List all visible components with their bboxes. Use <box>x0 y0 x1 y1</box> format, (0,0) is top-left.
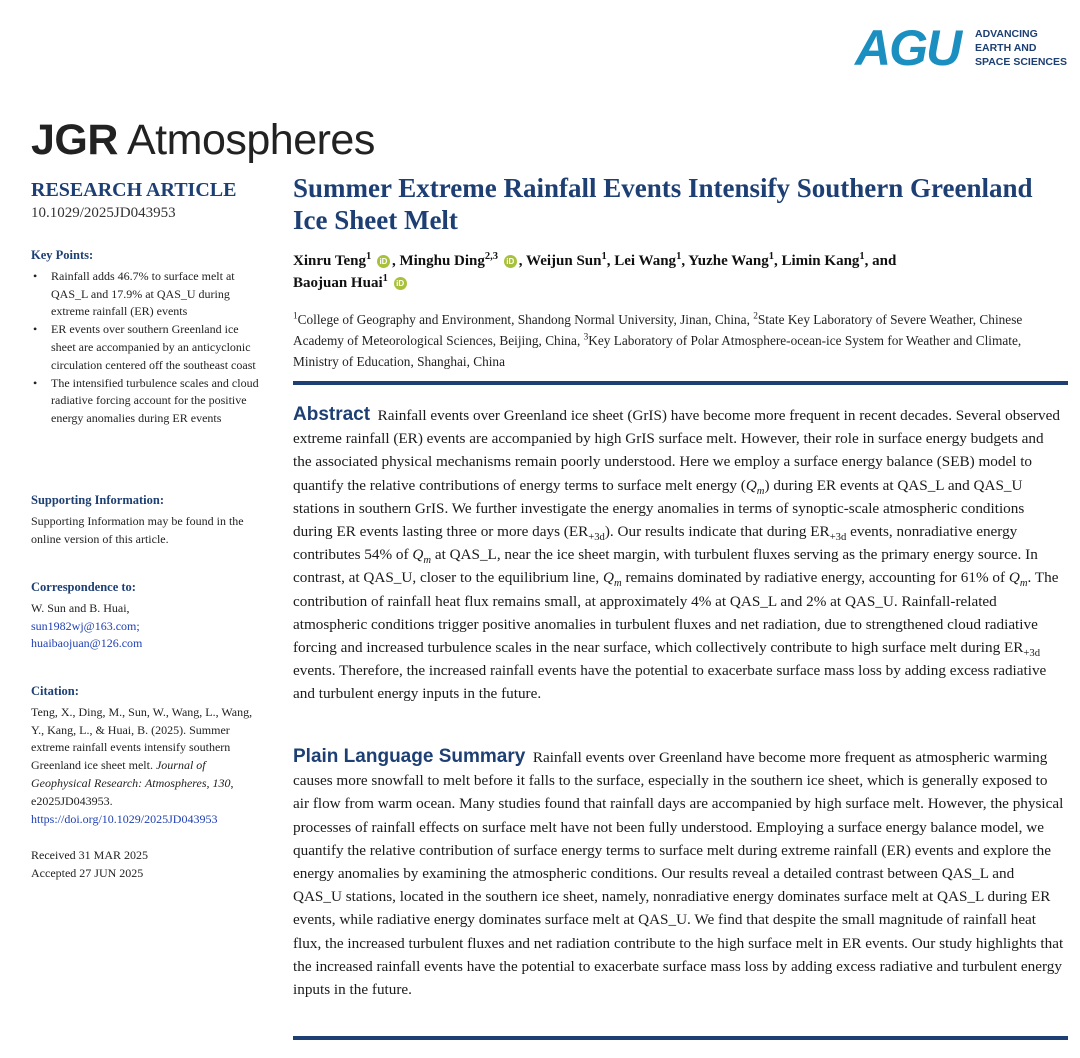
author-sup: 1 <box>768 251 774 262</box>
symbol-sub: m <box>614 578 622 590</box>
affiliation: Key Laboratory of Polar Atmosphere-ocean-ice System for Weather and Climate, Ministry of Education, Shanghai, China <box>293 333 1022 369</box>
symbol-sub: +3d <box>829 532 847 544</box>
journal-name-bold: JGR <box>31 116 118 164</box>
supporting-info <box>31 492 266 548</box>
section-divider <box>293 1036 1068 1040</box>
email-link[interactable]: sun1982wj@163.com; <box>31 618 140 633</box>
orcid-icon[interactable]: iD <box>377 255 390 268</box>
author[interactable]: Xinru Teng <box>293 253 366 269</box>
key-point: • The intensified turbulence scales and cloud radiative forcing account for the positive energy anomalies during ER events <box>31 375 266 428</box>
author[interactable]: Limin Kang <box>781 253 860 269</box>
citation-doi-link[interactable]: https://doi.org/10.1029/2025JD043953 <box>31 811 218 826</box>
citation-journal: Journal of Geophysical Research: Atmospheres, 130 <box>31 758 231 790</box>
article-doi: 10.1029/2025JD043953 <box>31 205 176 221</box>
symbol-q: Q <box>603 569 614 587</box>
pls-heading: Plain Language Summary <box>293 746 526 767</box>
article-title: Summer Extreme Rainfall Events Intensify Southern Greenland Ice Sheet Melt <box>293 173 1033 235</box>
author-sup: 1 <box>365 251 372 262</box>
dates <box>31 847 266 883</box>
author[interactable]: Baojuan Huai <box>293 275 383 291</box>
email-link[interactable]: huaibaojuan@126.com <box>31 636 143 651</box>
author-list: Xinru Teng$^1$ iD , Minghu Ding$^{2,3}$ iD , Weijun Sun$^1$, Lei Wang$^1$, Yuzhe Wang$^1$, Limin Kang$^1$, and Baojuan Huai$^1$ iD <box>293 251 897 291</box>
abstract-text: . The contribution of rainfall heat flux remains small, at approximately 4% at QAS_L and 2% at QAS_U. Rainfall-related atmospheric conditions trigger positive anomalies in turbulent fluxes and net radiation, due to strengthened cloud radiative forcing and increased turbulence scales in the near surface, which collectively contribute to high surface melt during ER <box>293 569 1059 657</box>
abstract-text: Rainfall events over Greenland ice sheet (GrIS) have become more frequent in recent decades. Several observed extreme rainfall (ER) events are accompanied by high GrIS surface melt. However, their role in surface energy budgets and the associated physical mechanisms remain poorly understood. Here we employ a surface energy balance (SEB) model to quantify the relative contributions of energy terms to surface melt energy ( <box>293 407 1060 494</box>
author-sup: 1 <box>859 251 865 262</box>
affil-sup: 2 <box>753 311 758 322</box>
citation-body: , e2025JD043953. <box>31 775 234 808</box>
symbol-q: Q <box>1008 569 1020 587</box>
affiliation: College of Geography and Environment, Shandong Normal University, Jinan, China, <box>297 312 754 327</box>
author[interactable]: Minghu Ding <box>399 253 485 269</box>
symbol-sub: m <box>1019 578 1028 590</box>
journal-name-rest: Atmospheres <box>127 116 375 164</box>
author-sup: 2,3 <box>484 251 499 262</box>
author[interactable]: Weijun Sun <box>526 253 602 269</box>
affiliations <box>293 309 1063 372</box>
abstract-text: ) during ER events at QAS_L and QAS_U stations in southern GrIS. We further investigate the energy anomalies in terms of synoptic-scale atmospheric conditions during ER events lasting three or more days (ER <box>293 476 1025 541</box>
key-points-heading: Key Points: <box>31 248 94 262</box>
symbol-sub: +3d <box>588 532 605 544</box>
symbol-q: Q <box>412 546 424 564</box>
key-point: • ER events over southern Greenland ice sheet are accompanied by an anticyclonic circulation centered off the southeast coast <box>31 321 266 374</box>
citation <box>31 683 266 828</box>
correspondence <box>31 579 266 653</box>
abstract-text: remains dominated by radiative energy, accounting for 61% of <box>621 569 1009 587</box>
pls-text: Rainfall events over Greenland have become more frequent as atmospheric warming causes more snowfall to melt before it falls to the surface, especially in the southern ice sheet, which is generally exposed to air flow from warm ocean. Many studies found that rainfall days are accompanied by high surface melt. However, the physical processes of rainfall effects on surface melt have not been fully understood. Employing a surface energy balance model, we quantify the relative contribution of surface energy terms to surface melt during extreme rainfall (ER) events and explore the energy anomalies by examining the atmospheric conditions. Our results reveal a detailed contrast between QAS_L and QAS_U stations, located in the southern ice sheet, namely, nonradiative energy dominates surface melt at QAS_L during ER events, while radiative energy dominates surface melt at QAS_U. We find that despite the small magnitude of rainfall heat flux, the increased turbulent fluxes and net radiation contribute to the high surface melt in ER events. Our study highlights that the increased rainfall events have the potential to exacerbate surface mass loss by adding excess radiative and turbulent energy inputs in the future. <box>293 749 1064 999</box>
author-sup: 1 <box>601 251 607 262</box>
abstract-heading: Abstract <box>293 404 371 425</box>
author-sup: 1 <box>382 273 388 284</box>
symbol-sub: m <box>423 555 432 567</box>
agu-tagline <box>975 27 1075 69</box>
key-point: • Rainfall adds 46.7% to surface melt at QAS_L and 17.9% at QAS_U during extreme rainfall (ER) events <box>31 268 266 321</box>
symbol-q: Q <box>745 476 757 494</box>
journal-name <box>31 112 375 168</box>
citation-body: Teng, X., Ding, M., Sun, W., Wang, L., Wang, Y., Kang, L., & Huai, B. (2025). Summer extreme rainfall events intensify southern Greenland ice sheet melt. <box>31 704 253 773</box>
author-sup: 1 <box>676 251 682 262</box>
supporting-heading: Supporting Information: <box>31 493 165 507</box>
author[interactable]: Yuzhe Wang <box>688 253 769 269</box>
agu-logo: AGU <box>855 20 961 76</box>
abstract <box>293 403 1065 706</box>
abstract-text: at QAS_L, near the ice sheet margin, with turbulent fluxes serving as the primary energy source. In contrast, at QAS_U, closer to the equilibrium line, <box>293 546 1038 587</box>
symbol-sub: m <box>756 485 765 497</box>
section-divider <box>293 381 1068 385</box>
tagline-line: SPACE SCIENCES <box>975 56 1067 68</box>
citation-text <box>31 704 266 829</box>
author-and: and <box>872 253 897 269</box>
plain-language-summary <box>293 745 1065 1001</box>
author[interactable]: Lei Wang <box>614 253 677 269</box>
symbol-sub: +3d <box>1023 648 1041 660</box>
accepted-date: Accepted 27 JUN 2025 <box>31 865 144 880</box>
affil-sup: 3 <box>583 332 589 343</box>
affiliation: State Key Laboratory of Severe Weather, Chinese Academy of Meteorological Sciences, Beijing, China, <box>293 312 1023 348</box>
affil-sup: 1 <box>293 311 298 322</box>
tagline-line: ADVANCING <box>975 28 1038 40</box>
abstract-text: events. Therefore, the increased rainfall events have the potential to exacerbate surface mass loss by adding excess radiative and turbulent energy inputs in the future. <box>293 662 1047 703</box>
supporting-text: Supporting Information may be found in the online version of this article. <box>31 513 244 546</box>
abstract-text: events, nonradiative energy contributes 54% of <box>293 523 1018 564</box>
tagline-line: EARTH AND <box>975 42 1037 54</box>
key-points <box>31 247 266 428</box>
abstract-text: ). Our results indicate that during ER <box>604 523 830 541</box>
citation-heading: Citation: <box>31 684 79 698</box>
correspondence-names: W. Sun and B. Huai, <box>31 600 130 615</box>
received-date: Received 31 MAR 2025 <box>31 848 148 862</box>
orcid-icon[interactable]: iD <box>504 255 517 268</box>
orcid-icon[interactable]: iD <box>394 277 407 290</box>
article-type: RESEARCH ARTICLE <box>31 179 237 201</box>
correspondence-heading: Correspondence to: <box>31 580 136 594</box>
